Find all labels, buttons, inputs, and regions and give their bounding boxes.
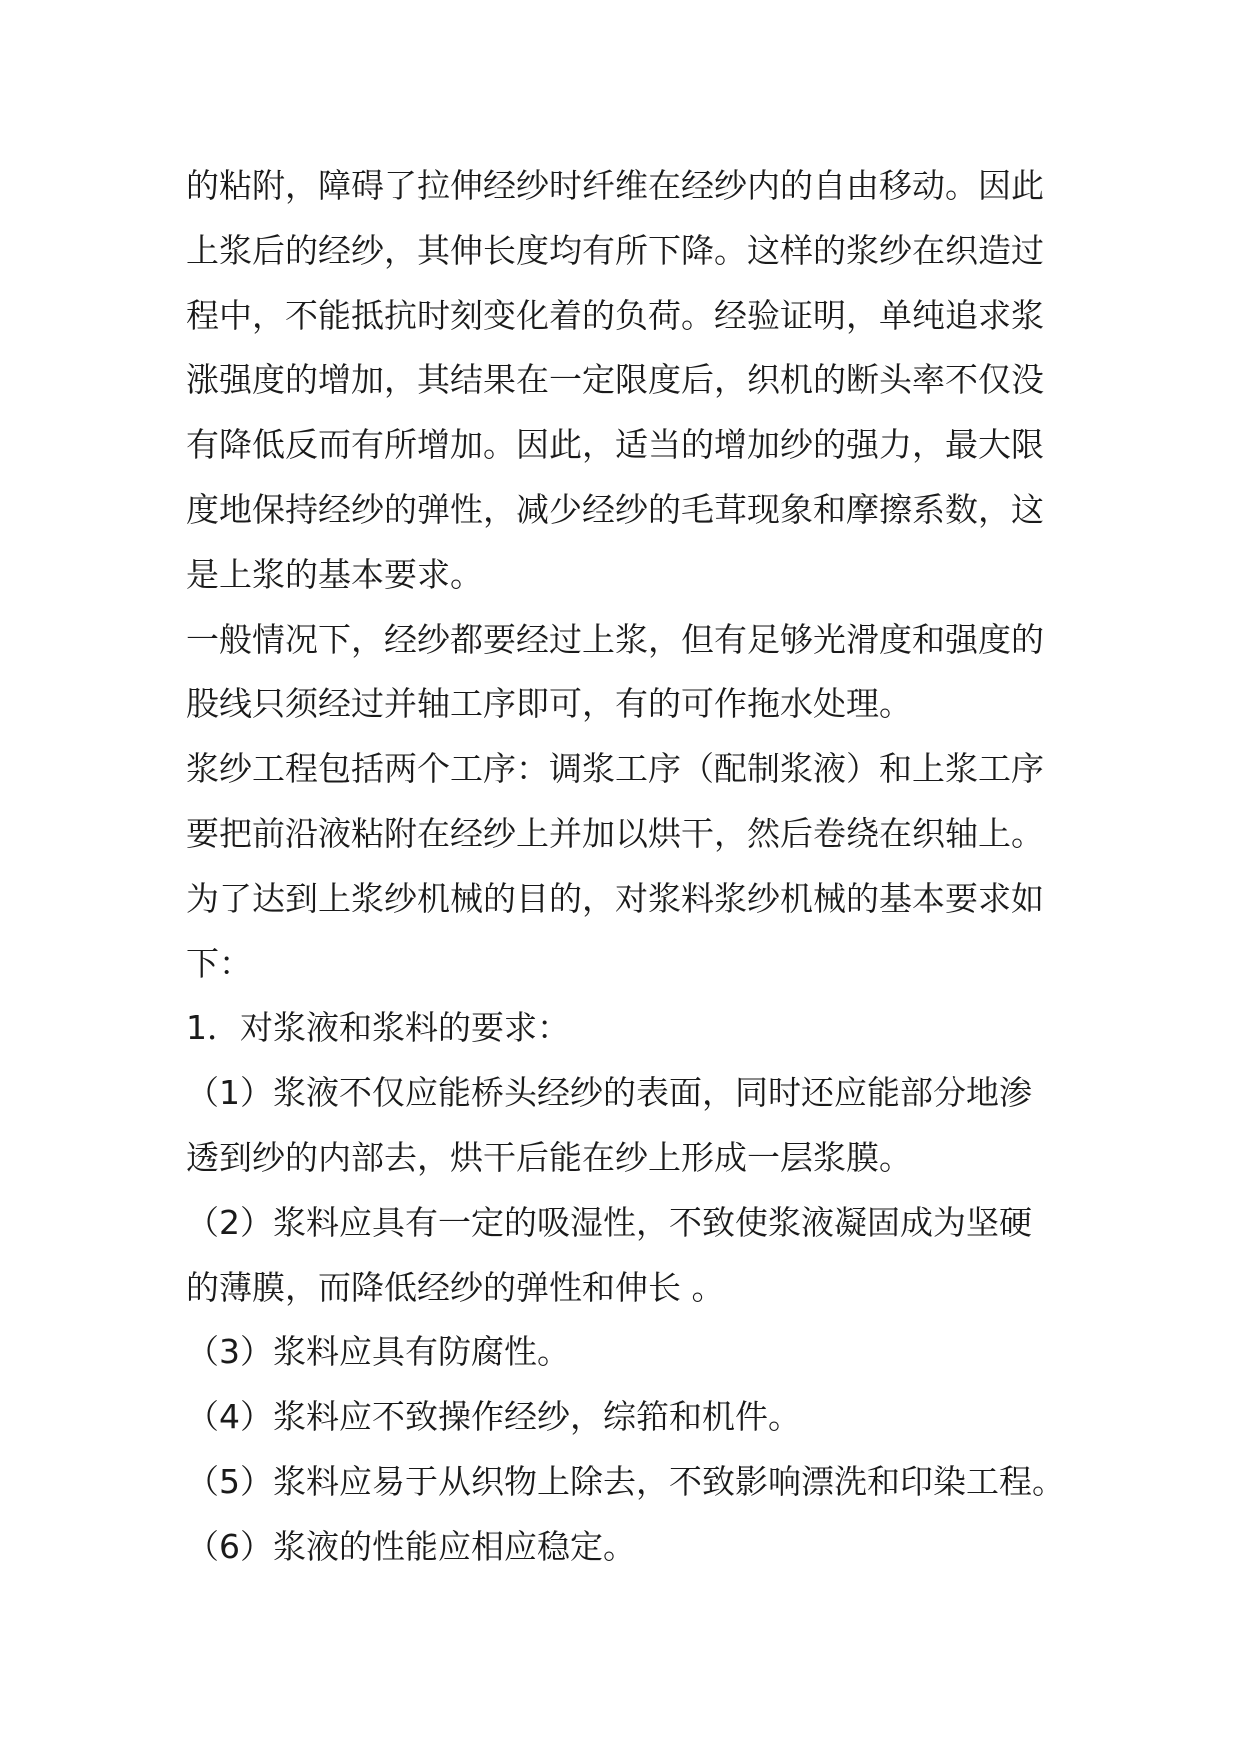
text-line: 上浆后的经纱，其伸长度均有所下降。这样的浆纱在织造过: [186, 230, 1044, 270]
list-item: （2）浆料应具有一定的吸湿性，不致使浆液凝固成为坚硬: [186, 1202, 1032, 1242]
text-line: 透到纱的内部去，烘干后能在纱上形成一层浆膜。: [186, 1137, 912, 1177]
list-item: （1）浆液不仅应能桥头经纱的表面，同时还应能部分地渗: [186, 1073, 1032, 1113]
text-line: 涨强度的增加，其结果在一定限度后，织机的断头率不仅没: [186, 360, 1044, 400]
text-line: 有降低反而有所增加。因此，适当的增加纱的强力，最大限: [186, 425, 1044, 465]
text-line: 的粘附，障碍了拉伸经纱时纤维在经纱内的自由移动。因此: [186, 166, 1044, 205]
list-item: （6）浆液的性能应相应稳定。: [186, 1526, 636, 1566]
list-item: （3）浆料应具有防腐性。: [186, 1332, 570, 1372]
text-line: 一般情况下，经纱都要经过上浆，但有足够光滑度和强度的: [186, 619, 1044, 659]
section-heading: 1．对浆液和浆料的要求：: [186, 1008, 570, 1048]
text-line: 程中，不能抵抗时刻变化着的负荷。经验证明，单纯追求浆: [186, 295, 1044, 335]
text-line: 的薄膜，而降低经纱的弹性和伸长 。: [186, 1267, 725, 1307]
text-line: 浆纱工程包括两个工序：调浆工序（配制浆液）和上浆工序: [186, 749, 1044, 789]
text-line: 是上浆的基本要求。: [186, 554, 483, 594]
list-item: （4）浆料应不致操作经纱，综筘和机件。: [186, 1397, 801, 1437]
text-line: 为了达到上浆纱机械的目的，对浆料浆纱机械的基本要求如: [186, 878, 1044, 918]
list-item: （5）浆料应易于从织物上除去，不致影响漂洗和印染工程。: [186, 1461, 1065, 1501]
text-line: 度地保持经纱的弹性，减少经纱的毛茸现象和摩擦系数，这: [186, 489, 1044, 529]
body-text: [186, 154, 1066, 1580]
text-line: 股线只须经过并轴工序即可，有的可作拖水处理。: [186, 684, 912, 724]
text-line: 要把前沿液粘附在经纱上并加以烘干，然后卷绕在织轴上。: [186, 813, 1044, 853]
text-line: 下：: [186, 943, 252, 983]
